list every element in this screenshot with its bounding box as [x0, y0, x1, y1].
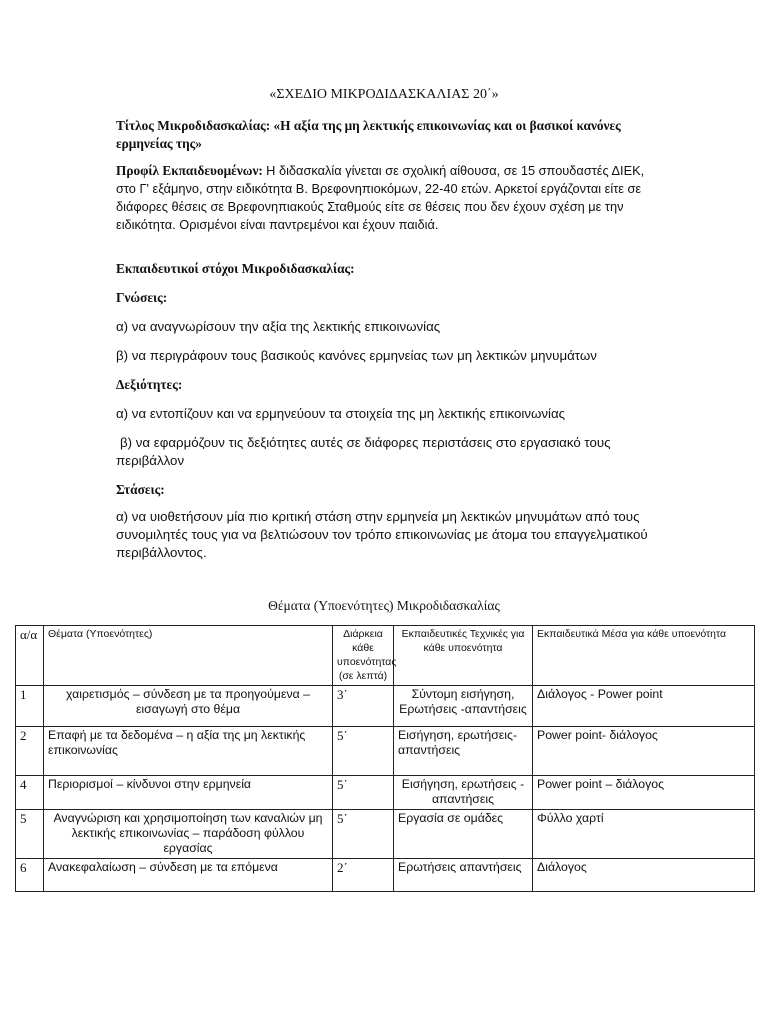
row-techniques: Σύντομη εισήγηση, Ερωτήσεις -απαντήσεις — [394, 686, 533, 727]
objectives-heading-text: Εκπαιδευτικοί στόχοι Μικροδιδασκαλίας: — [116, 261, 355, 276]
knowledge-heading — [116, 289, 656, 307]
row-duration: 5΄ — [333, 810, 394, 859]
row-num: 6 — [16, 859, 44, 892]
skills-item-b: β) να εφαρμόζουν τις δεξιότητες αυτές σε διάφορες περιστάσεις στο εργασιακό τους περιβάλλον — [116, 435, 611, 468]
row-duration: 5΄ — [333, 727, 394, 776]
row-means: Διάλογος — [533, 859, 755, 892]
profile-paragraph — [116, 162, 656, 234]
microteaching-title-paragraph — [116, 117, 656, 153]
row-duration: 5΄ — [333, 776, 394, 810]
table-row — [16, 776, 755, 810]
row-means: Power point – διάλογος — [533, 776, 755, 810]
title-label: Τίτλος Μικροδιδασκαλίας: — [116, 118, 271, 133]
row-techniques: Ερωτήσεις απαντήσεις — [394, 859, 533, 892]
table-row — [16, 859, 755, 892]
skills-heading — [116, 376, 656, 394]
row-duration: 3΄ — [333, 686, 394, 727]
knowledge-item-a: α) να αναγνωρίσουν την αξία της λεκτικής επικοινωνίας — [116, 319, 441, 334]
row-topic: χαιρετισμός – σύνδεση με τα προηγούμενα – εισαγωγή στο θέμα — [44, 686, 333, 727]
knowledge-heading-text: Γνώσεις: — [116, 290, 168, 305]
knowledge-item-b: β) να περιγράφουν τους βασικούς κανόνες ερμηνείας των μη λεκτικών μηνυμάτων — [116, 348, 597, 363]
document-title: «ΣΧΕΔΙΟ ΜΙΚΡΟΔΙΔΑΣΚΑΛΙΑΣ 20΄» — [269, 87, 499, 102]
row-num: 1 — [16, 686, 44, 727]
row-topic: Περιορισμοί – κίνδυνοι στην ερμηνεία — [44, 776, 333, 810]
topics-table — [15, 625, 755, 892]
table-title: Θέματα (Υποενότητες) Μικροδιδασκαλίας — [268, 598, 500, 613]
row-techniques: Εργασία σε ομάδες — [394, 810, 533, 859]
header-techniques: Εκπαιδευτικές Τεχνικές για κάθε υποενότητα — [394, 626, 533, 686]
skills-heading-text: Δεξιότητες: — [116, 377, 183, 392]
profile-text: Η διδασκαλία γίνεται σε σχολική αίθουσα, σε 15 σπουδαστές ΔΙΕΚ, στο Γ' εξάμηνο, στην ειδικότητα Β. Βρεφονηπιοκόμων, 22-40 ετών. Αρκετοί εργάζονται είτε σε διάφορες θέσεις σε Βρεφονηπιακούς Σταθμούς είτε σε θέσεις που δεν έχουν σχέση με την ειδικότητα. Ορισμένοι είναι παντρεμένοι και έχουν παιδιά. — [116, 163, 645, 232]
row-topic: Ανακεφαλαίωση – σύνδεση με τα επόμενα — [44, 859, 333, 892]
row-num: 4 — [16, 776, 44, 810]
table-row — [16, 727, 755, 776]
row-num: 2 — [16, 727, 44, 776]
table-row — [16, 810, 755, 859]
attitudes-heading-text: Στάσεις: — [116, 482, 165, 497]
skills-item-a: α) να εντοπίζουν και να ερμηνεύουν τα στοιχεία της μη λεκτικής επικοινωνίας — [116, 406, 566, 421]
row-techniques: Εισήγηση, ερωτήσεις-απαντήσεις — [394, 727, 533, 776]
row-means: Διάλογος - Power point — [533, 686, 755, 727]
header-duration: Διάρκεια κάθε υποενότητας (σε λεπτά) — [333, 626, 394, 686]
row-means: Φύλλο χαρτί — [533, 810, 755, 859]
header-means: Εκπαιδευτικά Μέσα για κάθε υποενότητα — [533, 626, 755, 686]
objectives-heading — [116, 260, 656, 278]
row-topic: Επαφή με τα δεδομένα – η αξία της μη λεκτικής επικοινωνίας — [44, 727, 333, 776]
title-value: «Η αξία της μη λεκτικής επικοινωνίας και οι βασικοί κανόνες ερμηνείας της» — [116, 118, 621, 151]
row-means: Power point- διάλογος — [533, 727, 755, 776]
row-num: 5 — [16, 810, 44, 859]
attitudes-heading — [116, 481, 656, 499]
table-header-row — [16, 626, 755, 686]
header-topic: Θέματα (Υποενότητες) — [44, 626, 333, 686]
profile-label: Προφίλ Εκπαιδευομένων: — [116, 163, 263, 178]
row-techniques: Εισήγηση, ερωτήσεις - απαντήσεις — [394, 776, 533, 810]
table-row — [16, 686, 755, 727]
row-duration: 2΄ — [333, 859, 394, 892]
attitudes-item-a: α) να υιοθετήσουν μία πιο κριτική στάση στην ερμηνεία μη λεκτικών μηνυμάτων από τους συνομιλητές τους για να βελτιώσουν τον τρόπο επικοινωνίας με άτομα του επαγγελματικού περιβάλλοντος. — [116, 509, 648, 560]
row-topic: Αναγνώριση και χρησιμοποίηση των καναλιών μη λεκτικής επικοινωνίας – παράδοση φύλλου εργασίας — [44, 810, 333, 859]
header-num: α/α — [16, 626, 44, 686]
